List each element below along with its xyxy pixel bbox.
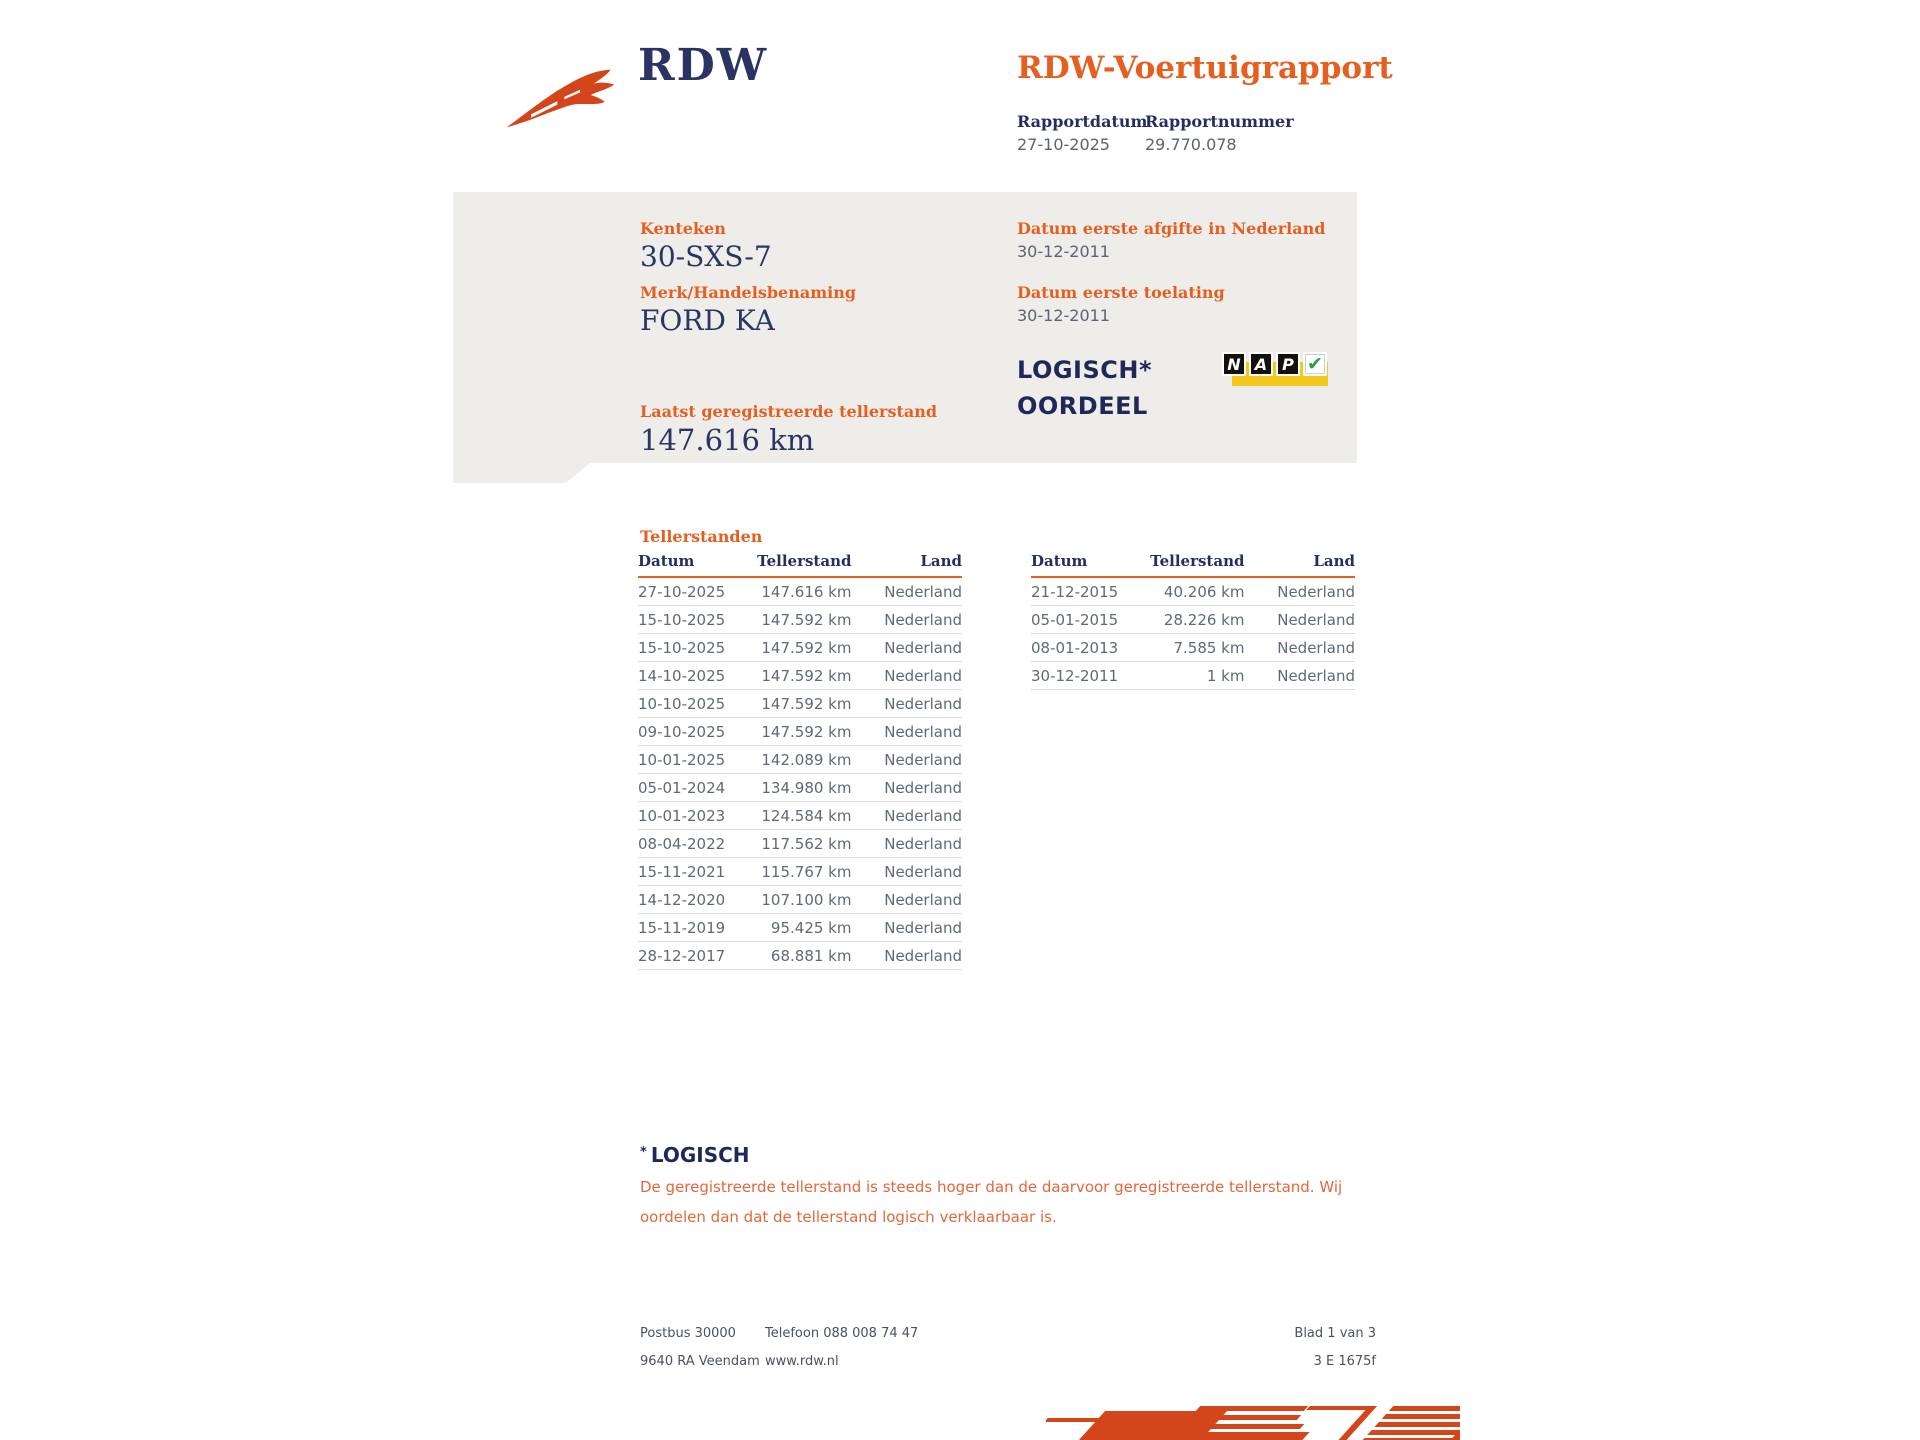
cell-land: Nederland xyxy=(851,577,962,606)
cell-land: Nederland xyxy=(1244,634,1355,662)
tellerstanden-table-right xyxy=(1031,552,1355,690)
cell-datum: 10-01-2025 xyxy=(638,746,757,774)
cell-land: Nederland xyxy=(851,774,962,802)
footer-address-line2: 9640 RA Veendam xyxy=(640,1354,760,1369)
nap-logo xyxy=(1222,352,1328,396)
table-row xyxy=(638,690,962,718)
afgifte-label: Datum eerste afgifte in Nederland xyxy=(1017,219,1326,238)
tellerstand-value: 147.616 km xyxy=(640,423,815,457)
logisch-title: LOGISCH xyxy=(650,1143,750,1167)
cell-tellerstand: 147.592 km xyxy=(757,634,851,662)
cell-land: Nederland xyxy=(851,662,962,690)
toelating-value: 30-12-2011 xyxy=(1017,306,1110,325)
cell-datum: 21-12-2015 xyxy=(1031,577,1150,606)
table-row xyxy=(638,914,962,942)
logisch-heading xyxy=(640,1143,750,1167)
table-row xyxy=(1031,606,1355,634)
nap-letter-n: N xyxy=(1222,352,1246,376)
cell-land: Nederland xyxy=(851,606,962,634)
cell-datum: 10-01-2023 xyxy=(638,802,757,830)
cell-land: Nederland xyxy=(851,718,962,746)
cell-land: Nederland xyxy=(851,634,962,662)
rdw-logo-text: RDW xyxy=(638,40,769,91)
kenteken-label: Kenteken xyxy=(640,219,726,238)
cell-land: Nederland xyxy=(851,690,962,718)
cell-datum: 30-12-2011 xyxy=(1031,662,1150,690)
cell-datum: 14-10-2025 xyxy=(638,662,757,690)
footer-form-code: 3 E 1675f xyxy=(1313,1354,1376,1369)
table-row xyxy=(638,634,962,662)
nap-check-icon: ✔ xyxy=(1303,352,1327,376)
cell-land: Nederland xyxy=(851,802,962,830)
merk-label: Merk/Handelsbenaming xyxy=(640,283,857,302)
cell-tellerstand: 142.089 km xyxy=(757,746,851,774)
cell-datum: 27-10-2025 xyxy=(638,577,757,606)
cell-land: Nederland xyxy=(851,914,962,942)
cell-datum: 05-01-2024 xyxy=(638,774,757,802)
cell-tellerstand: 147.592 km xyxy=(757,662,851,690)
table-row xyxy=(638,746,962,774)
table-row xyxy=(638,858,962,886)
cell-datum: 15-11-2021 xyxy=(638,858,757,886)
cell-land: Nederland xyxy=(1244,662,1355,690)
col-header-land: Land xyxy=(851,552,962,577)
report-number-label: Rapportnummer xyxy=(1145,112,1294,131)
merk-value: FORD KA xyxy=(640,304,775,337)
tellerstanden-section-title: Tellerstanden xyxy=(640,527,763,546)
cell-land: Nederland xyxy=(851,746,962,774)
cell-tellerstand: 28.226 km xyxy=(1150,606,1244,634)
footer-phone: Telefoon 088 008 74 47 xyxy=(765,1326,919,1341)
tellerstanden-table-left xyxy=(638,552,962,970)
table-row xyxy=(638,802,962,830)
cell-tellerstand: 107.100 km xyxy=(757,886,851,914)
cell-land: Nederland xyxy=(851,886,962,914)
col-header-tellerstand: Tellerstand xyxy=(1150,552,1244,577)
nap-letter-p: P xyxy=(1276,352,1300,376)
cell-tellerstand: 95.425 km xyxy=(757,914,851,942)
cell-land: Nederland xyxy=(851,830,962,858)
oordeel-text xyxy=(1017,352,1152,424)
col-header-tellerstand: Tellerstand xyxy=(757,552,851,577)
footer-page-number: Blad 1 van 3 xyxy=(1294,1326,1376,1341)
report-title: RDW-Voertuigrapport xyxy=(1017,50,1393,86)
report-number-value: 29.770.078 xyxy=(1145,135,1237,154)
cell-tellerstand: 7.585 km xyxy=(1150,634,1244,662)
cell-datum: 15-10-2025 xyxy=(638,606,757,634)
cell-tellerstand: 40.206 km xyxy=(1150,577,1244,606)
oordeel-line2: OORDEEL xyxy=(1017,392,1148,420)
table-row xyxy=(638,577,962,606)
cell-land: Nederland xyxy=(851,942,962,970)
cell-tellerstand: 134.980 km xyxy=(757,774,851,802)
cell-tellerstand: 1 km xyxy=(1150,662,1244,690)
cell-tellerstand: 147.592 km xyxy=(757,606,851,634)
report-date-value: 27-10-2025 xyxy=(1017,135,1110,154)
cell-tellerstand: 68.881 km xyxy=(757,942,851,970)
table-row xyxy=(1031,634,1355,662)
cell-datum: 09-10-2025 xyxy=(638,718,757,746)
toelating-label: Datum eerste toelating xyxy=(1017,283,1225,302)
tellerstand-label: Laatst geregistreerde tellerstand xyxy=(640,402,938,421)
table-row xyxy=(638,942,962,970)
footer-website: www.rdw.nl xyxy=(765,1354,839,1369)
table-row xyxy=(638,830,962,858)
cell-tellerstand: 147.616 km xyxy=(757,577,851,606)
col-header-datum: Datum xyxy=(638,552,757,577)
cell-tellerstand: 147.592 km xyxy=(757,718,851,746)
cell-datum: 08-04-2022 xyxy=(638,830,757,858)
cell-land: Nederland xyxy=(1244,577,1355,606)
col-header-land: Land xyxy=(1244,552,1355,577)
speed-stripes-graphic xyxy=(1046,1406,1460,1440)
nap-letter-a: A xyxy=(1249,352,1273,376)
table-row xyxy=(638,718,962,746)
oordeel-line1: LOGISCH* xyxy=(1017,356,1153,384)
table-row xyxy=(638,662,962,690)
cell-datum: 10-10-2025 xyxy=(638,690,757,718)
kenteken-value: 30-SXS-7 xyxy=(640,240,772,273)
logisch-explanation: De geregistreerde tellerstand is steeds hoger dan de daarvoor geregistreerde tellerstand. Wij oordelen dan dat de tellerstand logisch verklaarbaar is. xyxy=(640,1178,1343,1226)
cell-datum: 08-01-2013 xyxy=(1031,634,1150,662)
cell-tellerstand: 124.584 km xyxy=(757,802,851,830)
cell-datum: 15-10-2025 xyxy=(638,634,757,662)
footer-address-line1: Postbus 30000 xyxy=(640,1326,736,1341)
cell-land: Nederland xyxy=(851,858,962,886)
cell-land: Nederland xyxy=(1244,606,1355,634)
table-row xyxy=(638,774,962,802)
cell-datum: 28-12-2017 xyxy=(638,942,757,970)
cell-datum: 05-01-2015 xyxy=(1031,606,1150,634)
logisch-asterisk: * xyxy=(640,1145,647,1160)
table-row xyxy=(1031,662,1355,690)
afgifte-value: 30-12-2011 xyxy=(1017,242,1110,261)
rdw-wing-icon xyxy=(498,60,622,130)
table-row xyxy=(1031,577,1355,606)
cell-tellerstand: 115.767 km xyxy=(757,858,851,886)
cell-tellerstand: 147.592 km xyxy=(757,690,851,718)
table-row xyxy=(638,606,962,634)
table-row xyxy=(638,886,962,914)
col-header-datum: Datum xyxy=(1031,552,1150,577)
cell-datum: 14-12-2020 xyxy=(638,886,757,914)
report-date-label: Rapportdatum xyxy=(1017,112,1148,131)
cell-tellerstand: 117.562 km xyxy=(757,830,851,858)
cell-datum: 15-11-2019 xyxy=(638,914,757,942)
